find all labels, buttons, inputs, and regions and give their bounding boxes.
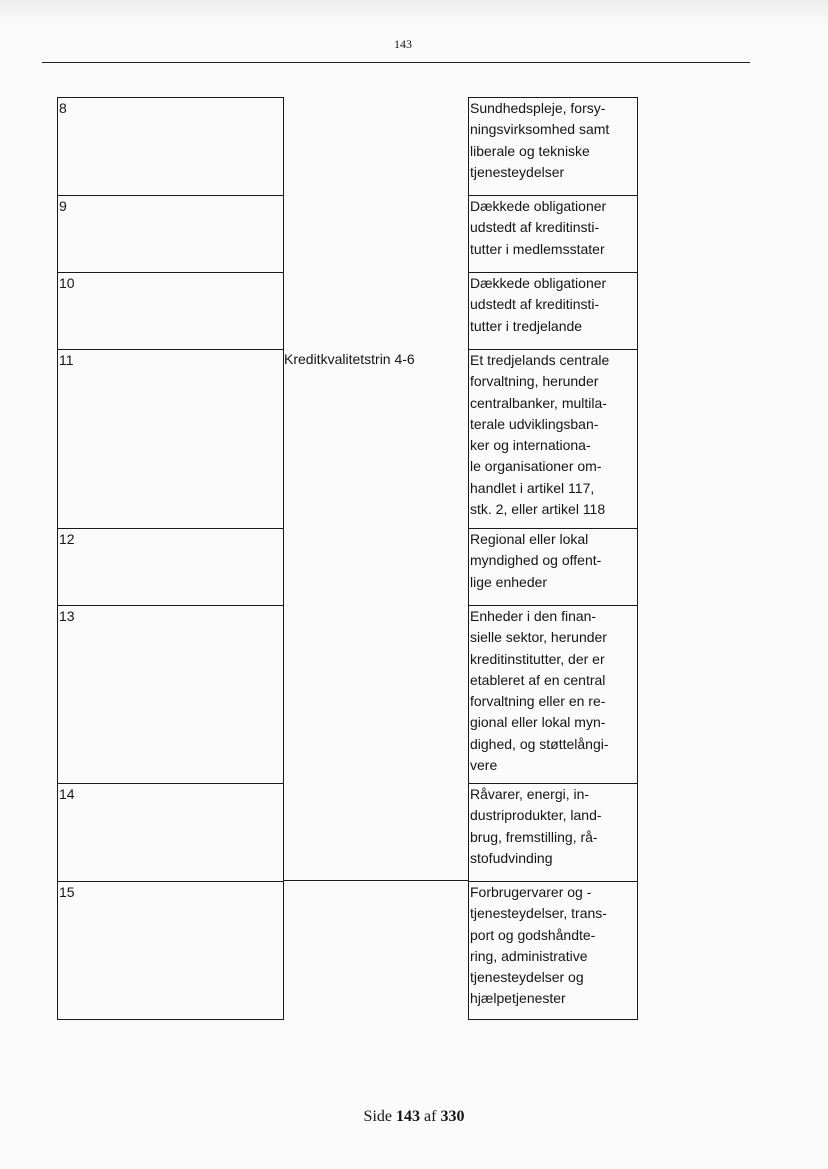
table-row-description: Dækkede obligationer udstedt af kreditinsti- tutter i medlemsstater xyxy=(468,195,638,273)
scan-shadow xyxy=(0,0,828,30)
table-row-description: Råvarer, energi, in- dustriprodukter, land- brug, fremstilling, rå- stofudvinding xyxy=(468,783,638,882)
footer-total-pages: 330 xyxy=(440,1108,465,1125)
footer-prefix: Side xyxy=(363,1108,392,1125)
table-row-description: Sundhedspleje, forsy- ningsvirksomhed samt liberale og tekniske tjenesteydelser xyxy=(468,97,638,196)
table-row-description: Dækkede obligationer udstedt af kreditinsti- tutter i tredjelande xyxy=(468,272,638,350)
page-footer xyxy=(300,1108,528,1126)
table-row-number: 12 xyxy=(57,528,284,606)
table-row-number: 8 xyxy=(57,97,284,196)
table-row-number: 14 xyxy=(57,783,284,882)
table-row-description: Et tredjelands centrale forvaltning, herunder centralbanker, multila- terale udviklingsban- ker og internationa- le organisationer om- handlet i artikel 117, stk. 2, eller artikel 118 xyxy=(468,349,638,529)
table-row-description: Enheder i den finan- sielle sektor, herunder kreditinstitutter, der er etableret af en central forvaltning eller en re- gional eller lokal myn- dighed, og støttelångi- vere xyxy=(468,605,638,784)
footer-separator: af xyxy=(424,1108,437,1125)
table-row-number: 13 xyxy=(57,605,284,784)
group-divider xyxy=(283,880,469,881)
table-row-number: 15 xyxy=(57,881,284,1020)
footer-current-page: 143 xyxy=(396,1108,420,1125)
credit-quality-step-label: Kreditkvalitetstrin 4-6 xyxy=(284,351,415,367)
table-row-number: 9 xyxy=(57,195,284,273)
table-row-number: 10 xyxy=(57,272,284,350)
table-row-number: 11 xyxy=(57,349,284,529)
table-row-description: Forbrugervarer og - tjenesteydelser, trans- port og godshåndte- ring, administrative tjenesteydelser og hjælpetjenester xyxy=(468,881,638,1020)
header-rule xyxy=(42,62,750,63)
table-row-description: Regional eller lokal myndighed og offent- lige enheder xyxy=(468,528,638,606)
page-number: 143 xyxy=(394,37,412,51)
